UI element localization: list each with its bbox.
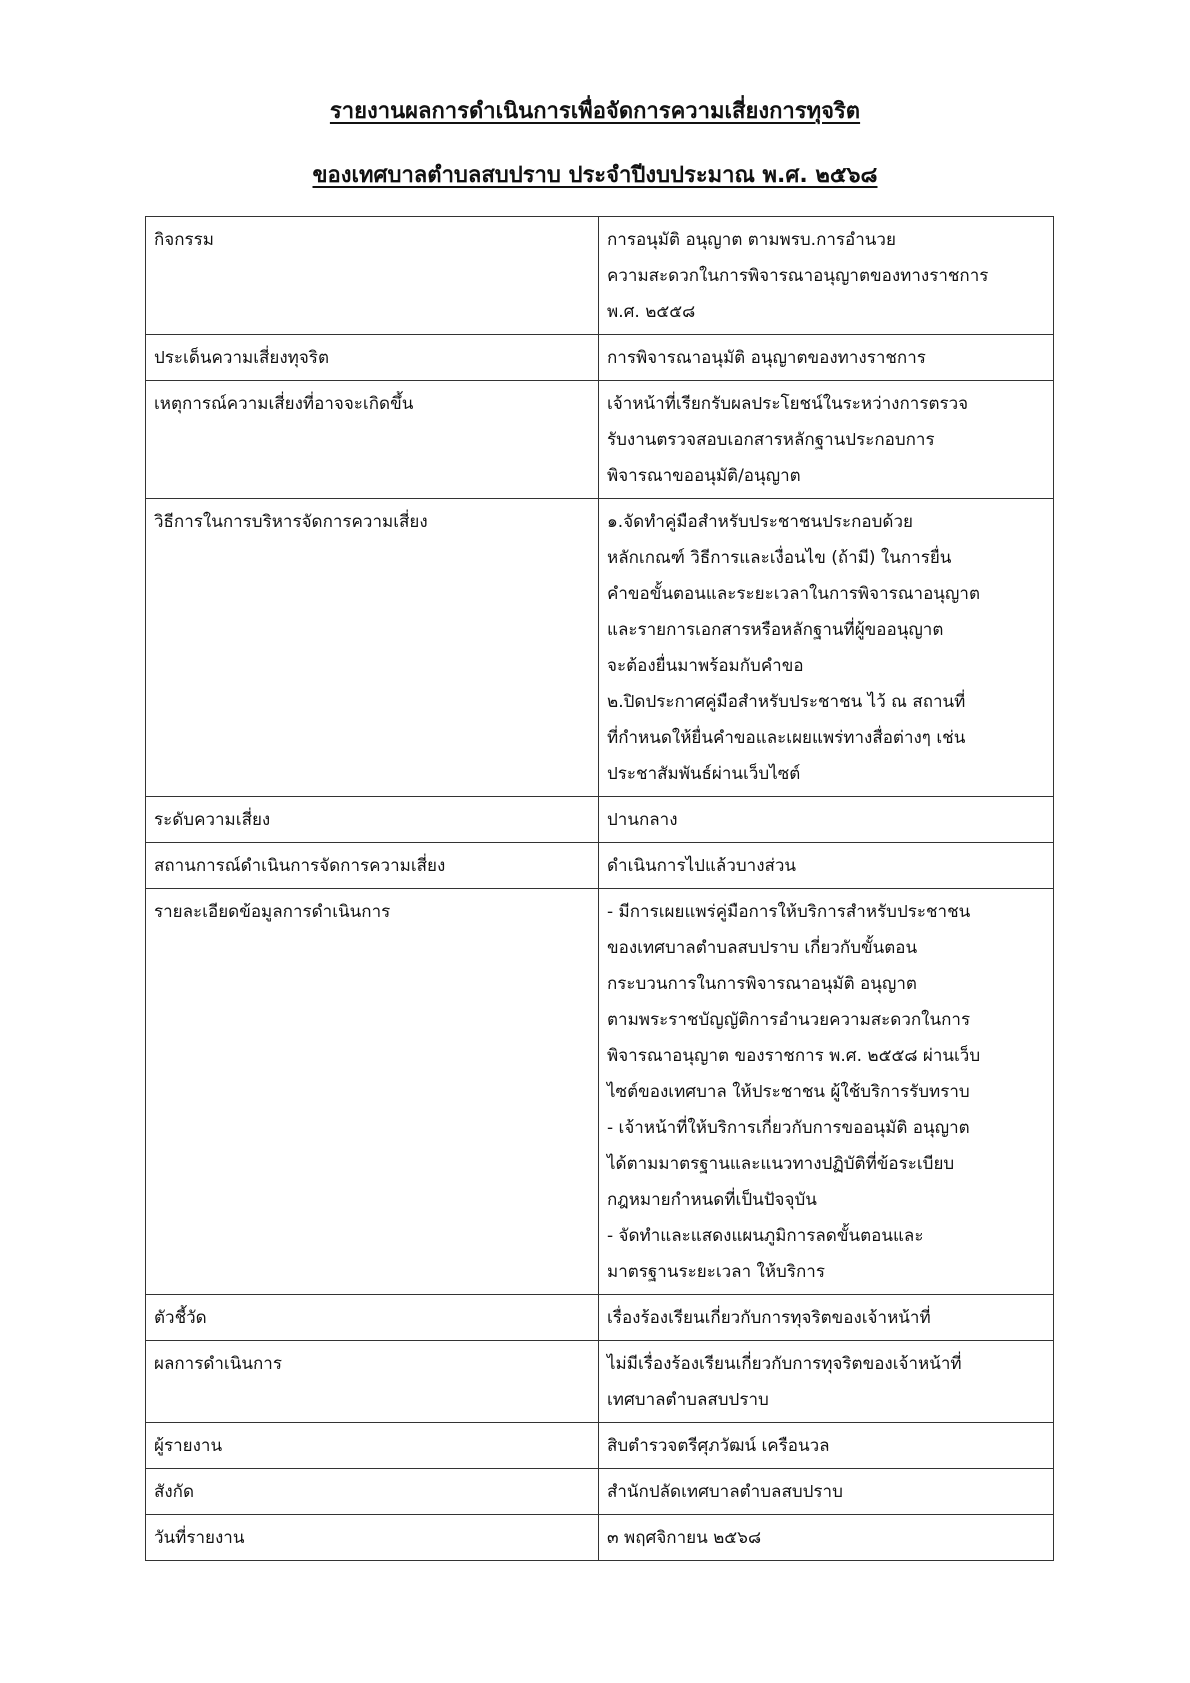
row-value-line: และรายการเอกสารหรือหลักฐานที่ผู้ขออนุญาต: [607, 620, 944, 640]
row-label: ระดับความเสี่ยง: [146, 797, 599, 843]
row-value-line: รับงานตรวจสอบเอกสารหลักฐานประกอบการ: [607, 430, 935, 450]
row-value-line: กระบวนการในการพิจารณาอนุมัติ อนุญาต: [607, 974, 917, 994]
row-value-line: ๓ พฤศจิกายน ๒๕๖๘: [607, 1528, 762, 1548]
row-value-line: หลักเกณฑ์ วิธีการและเงื่อนไข (ถ้ามี) ในการยื่น: [607, 548, 952, 568]
row-value-line: - จัดทำและแสดงแผนภูมิการลดขั้นตอนและ: [607, 1226, 924, 1246]
table-row: [146, 217, 1054, 335]
row-value-line: พิจารณาอนุญาต ของราชการ พ.ศ. ๒๕๕๘ ผ่านเว็บ: [607, 1046, 981, 1066]
row-value-line: ได้ตามมาตรฐานและแนวทางปฏิบัติที่ข้อระเบียบ: [607, 1154, 955, 1174]
row-value-line: พิจารณาขออนุมัติ/อนุญาต: [607, 466, 801, 486]
row-value: [599, 1423, 1054, 1469]
table-row: [146, 889, 1054, 1295]
row-label: ประเด็นความเสี่ยงทุจริต: [146, 335, 599, 381]
row-label: ตัวชี้วัด: [146, 1295, 599, 1341]
row-value-line: การพิจารณาอนุมัติ อนุญาตของทางราชการ: [607, 348, 926, 368]
table-row: [146, 381, 1054, 499]
table-row: [146, 1515, 1054, 1561]
report-table-body: [146, 217, 1054, 1561]
row-value: [599, 1469, 1054, 1515]
row-value-line: พ.ศ. ๒๕๕๘: [607, 302, 696, 322]
row-value: [599, 499, 1054, 797]
row-value-line: ไซต์ของเทศบาล ให้ประชาชน ผู้ใช้บริการรับทราบ: [607, 1082, 970, 1102]
table-row: [146, 1295, 1054, 1341]
report-subtitle: ของเทศบาลตำบลสบปราบ ประจำปีงบประมาณ พ.ศ. ๒๕๖๘: [312, 163, 878, 188]
row-label: สถานการณ์ดำเนินการจัดการความเสี่ยง: [146, 843, 599, 889]
table-row: [146, 499, 1054, 797]
table-row: [146, 1341, 1054, 1423]
row-value-line: เทศบาลตำบลสบปราบ: [607, 1390, 769, 1410]
row-value-line: จะต้องยื่นมาพร้อมกับคำขอ: [607, 656, 804, 676]
row-value: [599, 843, 1054, 889]
row-value-line: คำขอขั้นตอนและระยะเวลาในการพิจารณาอนุญาต: [607, 584, 980, 604]
row-value-line: ประชาสัมพันธ์ผ่านเว็บไซต์: [607, 764, 801, 784]
row-label: รายละเอียดข้อมูลการดำเนินการ: [146, 889, 599, 1295]
table-row: [146, 335, 1054, 381]
row-value: [599, 797, 1054, 843]
table-row: [146, 843, 1054, 889]
row-value-line: ดำเนินการไปแล้วบางส่วน: [607, 856, 797, 876]
report-table: [145, 216, 1054, 1561]
row-value: [599, 335, 1054, 381]
row-value-line: - มีการเผยแพร่คู่มือการให้บริการสำหรับประชาชน: [607, 902, 971, 922]
table-row: [146, 1469, 1054, 1515]
row-value-line: ปานกลาง: [607, 810, 678, 830]
report-title: รายงานผลการดำเนินการเพื่อจัดการความเสี่ยงการทุจริต: [329, 99, 861, 124]
row-label: สังกัด: [146, 1469, 599, 1515]
row-value-line: ตามพระราชบัญญัติการอำนวยความสะดวกในการ: [607, 1010, 971, 1030]
row-value-line: มาตรฐานระยะเวลา ให้บริการ: [607, 1262, 825, 1282]
row-value-line: สำนักปลัดเทศบาลตำบลสบปราบ: [607, 1482, 843, 1502]
row-value-line: สิบตำรวจตรีศุภวัฒน์ เครือนวล: [607, 1436, 830, 1456]
row-label: วันที่รายงาน: [146, 1515, 599, 1561]
row-value: [599, 217, 1054, 335]
row-value-line: กฎหมายกำหนดที่เป็นปัจจุบัน: [607, 1190, 817, 1210]
row-value-line: เจ้าหน้าที่เรียกรับผลประโยชน์ในระหว่างการตรวจ: [607, 394, 969, 414]
row-value-line: เรื่องร้องเรียนเกี่ยวกับการทุจริตของเจ้าหน้าที่: [607, 1308, 931, 1328]
row-label: ผู้รายงาน: [146, 1423, 599, 1469]
table-row: [146, 1423, 1054, 1469]
row-label: ผลการดำเนินการ: [146, 1341, 599, 1423]
row-value: [599, 1295, 1054, 1341]
row-value-line: - เจ้าหน้าที่ให้บริการเกี่ยวกับการขออนุมัติ อนุญาต: [607, 1118, 970, 1138]
row-value: [599, 1515, 1054, 1561]
table-row: [146, 797, 1054, 843]
row-value-line: ๑.จัดทำคู่มือสำหรับประชาชนประกอบด้วย: [607, 512, 913, 532]
row-value-line: ๒.ปิดประกาศคู่มือสำหรับประชาชน ไว้ ณ สถานที่: [607, 692, 966, 712]
row-label: เหตุการณ์ความเสี่ยงที่อาจจะเกิดขึ้น: [146, 381, 599, 499]
row-value: [599, 381, 1054, 499]
row-value-line: การอนุมัติ อนุญาต ตามพรบ.การอำนวย: [607, 230, 896, 250]
row-value-line: ไม่มีเรื่องร้องเรียนเกี่ยวกับการทุจริตของเจ้าหน้าที่: [607, 1354, 962, 1374]
row-label: วิธีการในการบริหารจัดการความเสี่ยง: [146, 499, 599, 797]
row-value-line: ที่กำหนดให้ยื่นคำขอและเผยแพร่ทางสื่อต่างๆ เช่น: [607, 728, 966, 748]
row-value-line: ความสะดวกในการพิจารณาอนุญาตของทางราชการ: [607, 266, 989, 286]
row-value: [599, 1341, 1054, 1423]
row-value-line: ของเทศบาลตำบลสบปราบ เกี่ยวกับขั้นตอน: [607, 938, 918, 958]
row-value: [599, 889, 1054, 1295]
row-label: กิจกรรม: [146, 217, 599, 335]
